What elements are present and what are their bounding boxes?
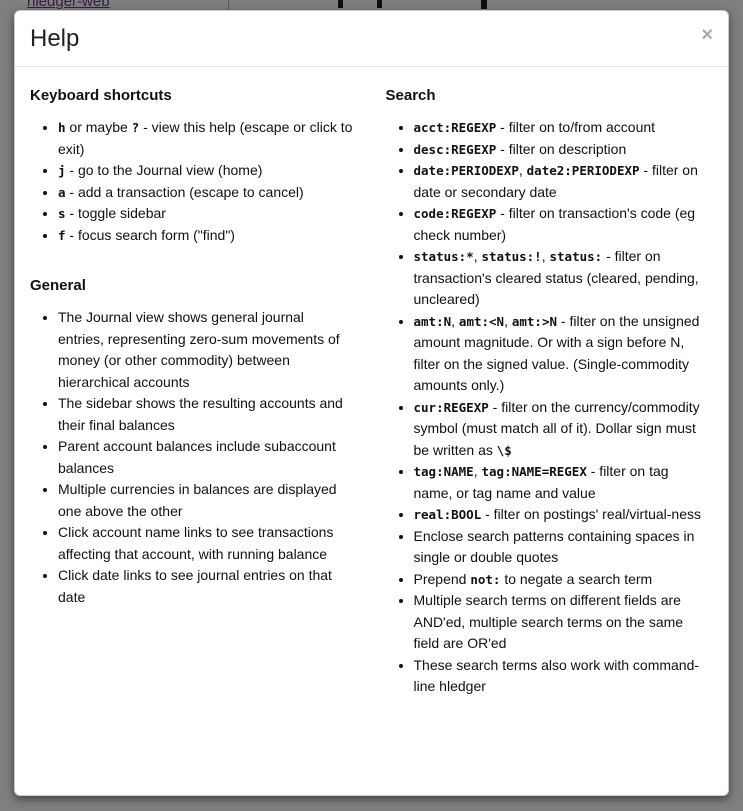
list-item: • f - focus search form ("find"): [58, 225, 354, 247]
list-item: • a - add a transaction (escape to cancel): [58, 182, 354, 204]
keyboard-shortcuts-list: [30, 117, 354, 246]
code-token: real:BOOL: [413, 507, 482, 522]
list-item: • real:BOOL - filter on postings' real/virtual-ness: [414, 504, 712, 526]
help-column: [30, 87, 372, 618]
code-token: amt:<N: [458, 313, 505, 329]
list-item: • j - go to the Journal view (home): [58, 160, 354, 182]
help-column: [372, 87, 714, 708]
code-token: not:: [470, 571, 501, 587]
list-item: • Multiple search terms on different fields are AND'ed, multiple search terms on the same field are OR'ed: [414, 590, 712, 655]
list-item: • s - toggle sidebar: [58, 203, 354, 225]
modal-body: [15, 67, 728, 723]
code-token: ?: [131, 120, 140, 135]
code-token: desc:REGEXP: [413, 141, 497, 157]
list-item: • These search terms also work with command-line hledger: [414, 655, 712, 698]
list-item: • desc:REGEXP - filter on description: [414, 139, 712, 161]
code-token: amt:N: [413, 313, 452, 329]
list-item: • status:*, status:!, status: - filter on transaction's cleared status (cleared, pending, uncleared): [414, 246, 712, 311]
code-token: tag:NAME: [413, 464, 474, 479]
code-token: status:: [549, 249, 603, 264]
close-button[interactable]: [701, 25, 713, 45]
list-item: • Enclose search patterns containing spaces in single or double quotes: [414, 526, 712, 569]
code-token: status:*: [413, 249, 474, 264]
list-item: • date:PERIODEXP, date2:PERIODEXP - filter on date or secondary date: [414, 160, 712, 203]
list-item: • Click account name links to see transactions affecting that account, with running balance: [58, 522, 354, 565]
close-icon: ×: [701, 24, 713, 46]
list-item: • cur:REGEXP - filter on the currency/commodity symbol (must match all of it). Dollar sign must be written as \$: [414, 397, 712, 462]
code-token: f: [58, 227, 66, 243]
list-item: • The Journal view shows general journal entries, representing zero-sum movements of money (or other commodity) between hierarchical accounts: [58, 307, 354, 393]
code-token: h: [58, 120, 66, 135]
help-columns: [30, 87, 713, 708]
general-list: [30, 307, 354, 608]
help-modal: [14, 10, 729, 796]
search-list: [386, 117, 712, 698]
list-item: • code:REGEXP - filter on transaction's code (eg check number): [414, 203, 712, 246]
list-item: • acct:REGEXP - filter on to/from account: [414, 117, 712, 139]
section-heading-general: General: [30, 277, 86, 294]
list-item: • The sidebar shows the resulting accounts and their final balances: [58, 393, 354, 436]
code-token: j: [58, 163, 66, 178]
code-token: tag:NAME=REGEX: [481, 464, 587, 479]
code-token: date:PERIODEXP: [413, 163, 519, 178]
code-token: date2:PERIODEXP: [526, 163, 640, 178]
list-item: • Click date links to see journal entries on that date: [58, 565, 354, 608]
code-token: code:REGEXP: [413, 206, 497, 221]
code-token: amt:>N: [511, 313, 558, 329]
list-item: • Multiple currencies in balances are displayed one above the other: [58, 479, 354, 522]
list-item: • tag:NAME, tag:NAME=REGEX - filter on tag name, or tag name and value: [414, 461, 712, 504]
code-token: acct:REGEXP: [413, 120, 497, 135]
code-token: cur:REGEXP: [413, 399, 489, 415]
code-token: a: [58, 184, 66, 200]
section-heading-search: Search: [385, 87, 436, 104]
code-token: s: [58, 206, 66, 221]
code-token: \$: [496, 442, 512, 458]
modal-header: [15, 11, 728, 67]
list-item: • h or maybe ? - view this help (escape or click to exit): [58, 117, 354, 160]
list-item: • Parent account balances include subaccount balances: [58, 436, 354, 479]
section-heading-keyboard-shortcuts: Keyboard shortcuts: [30, 87, 172, 104]
modal-title: Help: [30, 25, 80, 52]
list-item: • amt:N, amt:<N, amt:>N - filter on the unsigned amount magnitude. Or with a sign before N, filter on the signed value. (Single-commodity amounts only.): [414, 311, 712, 397]
code-token: status:!: [481, 249, 542, 264]
list-item: • Prepend not: to negate a search term: [414, 569, 712, 591]
